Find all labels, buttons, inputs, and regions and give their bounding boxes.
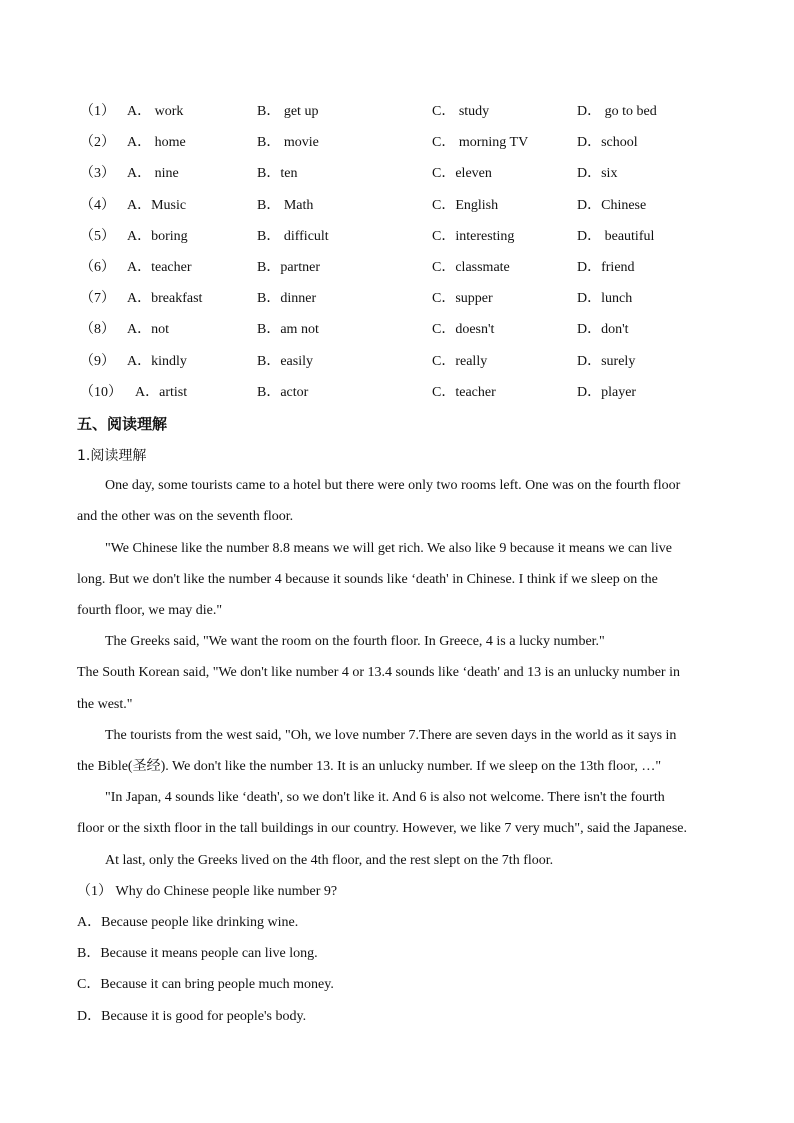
option-d: D．Chinese (577, 198, 647, 213)
question-stem: （1） Why do Chinese people like number 9? (77, 884, 338, 899)
option-a: A． nine (127, 166, 179, 181)
option-d: D．friend (577, 260, 635, 275)
option-a: A．Music (127, 198, 187, 213)
passage-line: the west." (77, 697, 133, 712)
option-row-9 (0, 352, 794, 372)
question-number: （2） (80, 135, 115, 150)
option-a: A．kindly (127, 354, 187, 369)
option-d: D．six (577, 166, 618, 181)
passage-line: "In Japan, 4 sounds like ‘death', so we don't like it. And 6 is also not welcome. There isn't the fourth (105, 790, 665, 805)
option-c: C．classmate (432, 260, 510, 275)
option-a: A． home (127, 135, 186, 150)
option-c: C．eleven (432, 166, 492, 181)
option-d: D． beautiful (577, 229, 655, 244)
section-subheading: 1.阅读理解 (77, 448, 147, 464)
option-row-5 (0, 227, 794, 247)
option-c: C．interesting (432, 229, 515, 244)
option-row-4 (0, 196, 794, 216)
choice-c: C．Because it can bring people much money. (77, 977, 334, 992)
question-number: （7） (80, 291, 115, 306)
passage-line: The tourists from the west said, "Oh, we love number 7.There are seven days in the world as it says in (105, 728, 677, 743)
question-number: （8） (80, 322, 115, 337)
option-row-10 (0, 383, 794, 403)
option-c: C．really (432, 354, 488, 369)
passage-line: At last, only the Greeks lived on the 4th floor, and the rest slept on the 7th floor. (105, 853, 554, 868)
option-b: B．dinner (257, 291, 317, 306)
question-number: （1） (80, 104, 115, 119)
choice-d: D．Because it is good for people's body. (77, 1009, 307, 1024)
option-row-3 (0, 164, 794, 184)
option-b: B． difficult (257, 229, 329, 244)
option-d: D．player (577, 385, 637, 400)
question-number: （5） (80, 229, 115, 244)
passage-line: long. But we don't like the number 4 because it sounds like ‘death' in Chinese. I think if we sleep on the (77, 572, 658, 587)
option-a: A．artist (135, 385, 188, 400)
question-number: （3） (80, 166, 115, 181)
option-a: A．not (127, 322, 169, 337)
option-d: D． go to bed (577, 104, 657, 119)
option-c: C．doesn't (432, 322, 495, 337)
option-row-1 (0, 102, 794, 122)
section-heading: 五、阅读理解 (77, 415, 168, 433)
option-b: B． Math (257, 198, 314, 213)
option-c: C．teacher (432, 385, 496, 400)
option-row-8 (0, 320, 794, 340)
choice-b: B．Because it means people can live long. (77, 946, 318, 961)
option-b: B．easily (257, 354, 313, 369)
option-row-6 (0, 258, 794, 278)
question-number: （6） (80, 260, 115, 275)
option-b: B． get up (257, 104, 319, 119)
option-a: A． work (127, 104, 184, 119)
passage-line: the Bible(圣经). We don't like the number 13. It is an unlucky number. If we sleep on the 13th floor, …" (77, 759, 662, 774)
option-b: B．am not (257, 322, 319, 337)
passage-line: The South Korean said, "We don't like number 4 or 13.4 sounds like ‘death' and 13 is an unlucky number in (77, 665, 680, 680)
option-row-7 (0, 289, 794, 309)
passage-line: "We Chinese like the number 8.8 means we will get rich. We also like 9 because it means we can live (105, 541, 672, 556)
passage-line: One day, some tourists came to a hotel but there were only two rooms left. One was on the fourth floor (105, 478, 681, 493)
option-b: B．actor (257, 385, 309, 400)
choice-a: A．Because people like drinking wine. (77, 915, 299, 930)
option-d: D．school (577, 135, 638, 150)
option-a: A．teacher (127, 260, 192, 275)
option-a: A．boring (127, 229, 188, 244)
question-number: （10） (80, 385, 122, 400)
option-c: C．English (432, 198, 499, 213)
option-d: D．don't (577, 322, 629, 337)
option-d: D．lunch (577, 291, 633, 306)
option-row-2 (0, 133, 794, 153)
passage-line: and the other was on the seventh floor. (77, 509, 294, 524)
option-b: B．ten (257, 166, 298, 181)
option-c: C． morning TV (432, 135, 529, 150)
passage-line: floor or the sixth floor in the tall buildings in our country. However, we like 7 very much", said the Japanese. (77, 821, 687, 836)
passage-line: The Greeks said, "We want the room on the fourth floor. In Greece, 4 is a lucky number." (105, 634, 605, 649)
question-number: （9） (80, 354, 115, 369)
option-d: D．surely (577, 354, 636, 369)
passage-line: fourth floor, we may die." (77, 603, 223, 618)
option-b: B． movie (257, 135, 319, 150)
option-c: C． study (432, 104, 490, 119)
option-c: C．supper (432, 291, 493, 306)
question-number: （4） (80, 198, 115, 213)
option-a: A．breakfast (127, 291, 203, 306)
option-b: B．partner (257, 260, 320, 275)
